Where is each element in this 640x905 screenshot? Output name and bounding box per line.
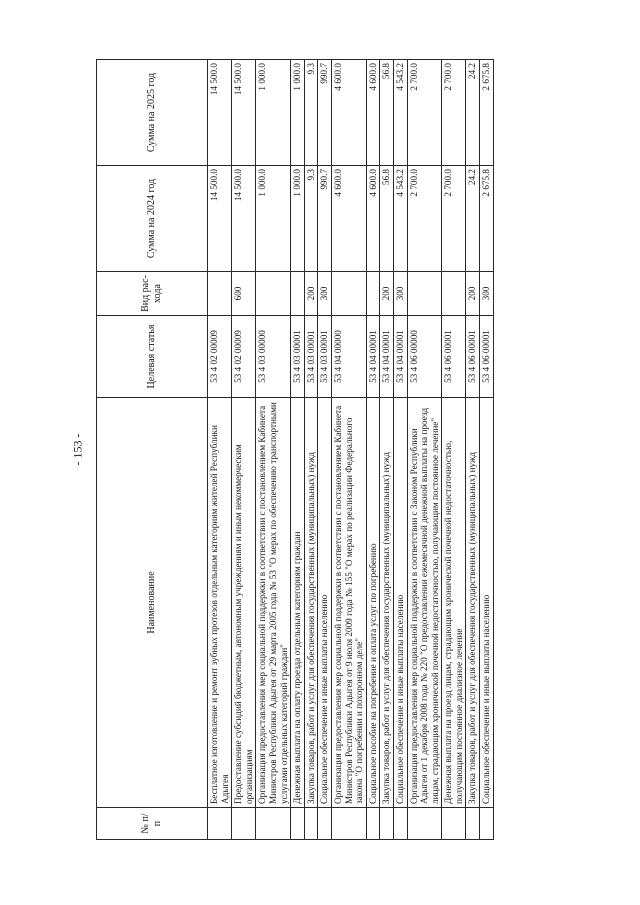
- row-expense-type-cell: [208, 272, 232, 316]
- row-sum-2024-cell: 990.7: [318, 166, 332, 272]
- row-expense-type-cell: 300: [393, 272, 407, 316]
- row-name-cell: Денежная выплата на проезд лицам, страдающим хронической почечной недостаточностью, получающим постоянное диализное лечение: [442, 398, 466, 808]
- row-target-article-cell: 53 4 06 00001: [442, 316, 466, 398]
- budget-table: [96, 59, 494, 840]
- row-target-article-cell: 53 4 02 00009: [208, 316, 232, 398]
- row-num-cell: [208, 808, 232, 840]
- header-target-article: Целевая статья: [97, 316, 208, 398]
- row-target-article-cell: 53 4 04 00001: [380, 316, 394, 398]
- row-sum-2024-cell: 2 700.0: [407, 166, 442, 272]
- row-sum-2025-cell: 14 500.0: [208, 60, 232, 166]
- table-row: [380, 60, 394, 840]
- table-row: [480, 60, 494, 840]
- row-sum-2025-cell: 56.8: [380, 60, 394, 166]
- header-expense-type: Вид рас-хода: [97, 272, 208, 316]
- row-sum-2025-cell: 9.3: [304, 60, 318, 166]
- header-name: Наименование: [97, 398, 208, 808]
- row-sum-2025-cell: 2 700.0: [407, 60, 442, 166]
- row-name-cell: Социальное пособие на погребение и оплата услуг по погребению: [366, 398, 380, 808]
- row-num-cell: [256, 808, 291, 840]
- row-target-article-cell: 53 4 02 00009: [232, 316, 256, 398]
- table-row: [442, 60, 466, 840]
- table-row: [318, 60, 332, 840]
- row-num-cell: [480, 808, 494, 840]
- row-sum-2024-cell: 1 000.0: [291, 166, 305, 272]
- row-target-article-cell: 53 4 06 00001: [466, 316, 480, 398]
- row-sum-2024-cell: 2 675.8: [480, 166, 494, 272]
- row-sum-2024-cell: 4 600.0: [366, 166, 380, 272]
- row-target-article-cell: 53 4 04 00001: [393, 316, 407, 398]
- row-sum-2024-cell: 56.8: [380, 166, 394, 272]
- row-sum-2024-cell: 24.2: [466, 166, 480, 272]
- row-target-article-cell: 53 4 04 00001: [366, 316, 380, 398]
- row-sum-2024-cell: 2 700.0: [442, 166, 466, 272]
- row-name-cell: Закупка товаров, работ и услуг для обеспечения государственных (муниципальных) нужд: [304, 398, 318, 808]
- row-expense-type-cell: [407, 272, 442, 316]
- row-sum-2025-cell: 990.7: [318, 60, 332, 166]
- header-num: № п/п: [97, 808, 208, 840]
- row-name-cell: Закупка товаров, работ и услуг для обеспечения государственных (муниципальных) нужд: [466, 398, 480, 808]
- row-sum-2025-cell: 24.2: [466, 60, 480, 166]
- row-expense-type-cell: 200: [466, 272, 480, 316]
- table-body: [208, 60, 494, 840]
- row-sum-2025-cell: 14 500.0: [232, 60, 256, 166]
- row-sum-2025-cell: 1 000.0: [256, 60, 291, 166]
- table-row: [291, 60, 305, 840]
- row-name-cell: Закупка товаров, работ и услуг для обеспечения государственных (муниципальных) нужд: [380, 398, 394, 808]
- table-row: [331, 60, 366, 840]
- row-name-cell: Денежная выплата на оплату проезда отдельным категориям граждан: [291, 398, 305, 808]
- table-row: [256, 60, 291, 840]
- row-expense-type-cell: [331, 272, 366, 316]
- row-expense-type-cell: 200: [304, 272, 318, 316]
- row-target-article-cell: 53 4 03 00001: [304, 316, 318, 398]
- row-num-cell: [331, 808, 366, 840]
- header-sum-2024: Сумма на 2024 год: [97, 166, 208, 272]
- table-row: [232, 60, 256, 840]
- row-name-cell: Организация предоставления мер социальной поддержки в соответствии с постановлением Кабинета Министров Республики Адыгея от 29 марта 2005 года № 53 "О мерах по обеспечению транспортными услугами отдельных категорий граждан": [256, 398, 291, 808]
- row-sum-2024-cell: 14 500.0: [208, 166, 232, 272]
- row-num-cell: [393, 808, 407, 840]
- row-expense-type-cell: [291, 272, 305, 316]
- row-sum-2024-cell: 9.3: [304, 166, 318, 272]
- table-row: [208, 60, 232, 840]
- row-name-cell: Бесплатное изготовление и ремонт зубных протезов отдельным категориям жителей Республики Адыгея: [208, 398, 232, 808]
- row-num-cell: [291, 808, 305, 840]
- page-number: - 153 -: [70, 433, 85, 466]
- row-sum-2024-cell: 1 000.0: [256, 166, 291, 272]
- row-expense-type-cell: [366, 272, 380, 316]
- row-expense-type-cell: 200: [380, 272, 394, 316]
- row-sum-2025-cell: 4 600.0: [366, 60, 380, 166]
- row-num-cell: [442, 808, 466, 840]
- row-target-article-cell: 53 4 03 00001: [291, 316, 305, 398]
- row-num-cell: [380, 808, 394, 840]
- table-row: [393, 60, 407, 840]
- row-sum-2025-cell: 1 000.0: [291, 60, 305, 166]
- row-expense-type-cell: [442, 272, 466, 316]
- row-target-article-cell: 53 4 03 00001: [318, 316, 332, 398]
- row-sum-2024-cell: 4 543.2: [393, 166, 407, 272]
- row-target-article-cell: 53 4 04 00000: [331, 316, 366, 398]
- row-sum-2025-cell: 2 675.8: [480, 60, 494, 166]
- row-target-article-cell: 53 4 03 00000: [256, 316, 291, 398]
- row-name-cell: Организация предоставления мер социальной поддержки в соответствии с Законом Республики Адыгея от 1 декабря 2008 года № 220 "О предоставлении ежемесячной денежной выплаты на проезд лицам, страдающим хронической почечной недостаточностью, получающим постоянное лечение": [407, 398, 442, 808]
- row-sum-2024-cell: 14 500.0: [232, 166, 256, 272]
- row-num-cell: [366, 808, 380, 840]
- row-name-cell: Социальное обеспечение и иные выплаты населению: [480, 398, 494, 808]
- row-name-cell: Организация предоставления мер социальной поддержки в соответствии с постановлением Кабинета Министров Республики Адыгея от 9 июля 2009 года № 155 "О мерах по реализации Федерального закона "О погребении и похоронном деле": [331, 398, 366, 808]
- row-target-article-cell: 53 4 06 00000: [407, 316, 442, 398]
- table-row: [407, 60, 442, 840]
- row-name-cell: Предоставление субсидий бюджетным, автономным учреждениям и иным некоммерческим организациям: [232, 398, 256, 808]
- row-num-cell: [232, 808, 256, 840]
- row-expense-type-cell: [256, 272, 291, 316]
- table-row: [304, 60, 318, 840]
- row-sum-2025-cell: 4 600.0: [331, 60, 366, 166]
- row-target-article-cell: 53 4 06 00001: [480, 316, 494, 398]
- rotated-budget-table-container: [96, 60, 556, 840]
- row-num-cell: [304, 808, 318, 840]
- header-sum-2025: Сумма на 2025 год: [97, 60, 208, 166]
- row-sum-2025-cell: 4 543.2: [393, 60, 407, 166]
- row-num-cell: [466, 808, 480, 840]
- row-sum-2025-cell: 2 700.0: [442, 60, 466, 166]
- row-name-cell: Социальное обеспечение и иные выплаты населению: [393, 398, 407, 808]
- table-row: [366, 60, 380, 840]
- table-row: [466, 60, 480, 840]
- row-expense-type-cell: 600: [232, 272, 256, 316]
- row-expense-type-cell: 300: [318, 272, 332, 316]
- table-header-row: [97, 60, 208, 840]
- row-num-cell: [318, 808, 332, 840]
- row-num-cell: [407, 808, 442, 840]
- row-expense-type-cell: 300: [480, 272, 494, 316]
- row-sum-2024-cell: 4 600.0: [331, 166, 366, 272]
- row-name-cell: Социальное обеспечение и иные выплаты населению: [318, 398, 332, 808]
